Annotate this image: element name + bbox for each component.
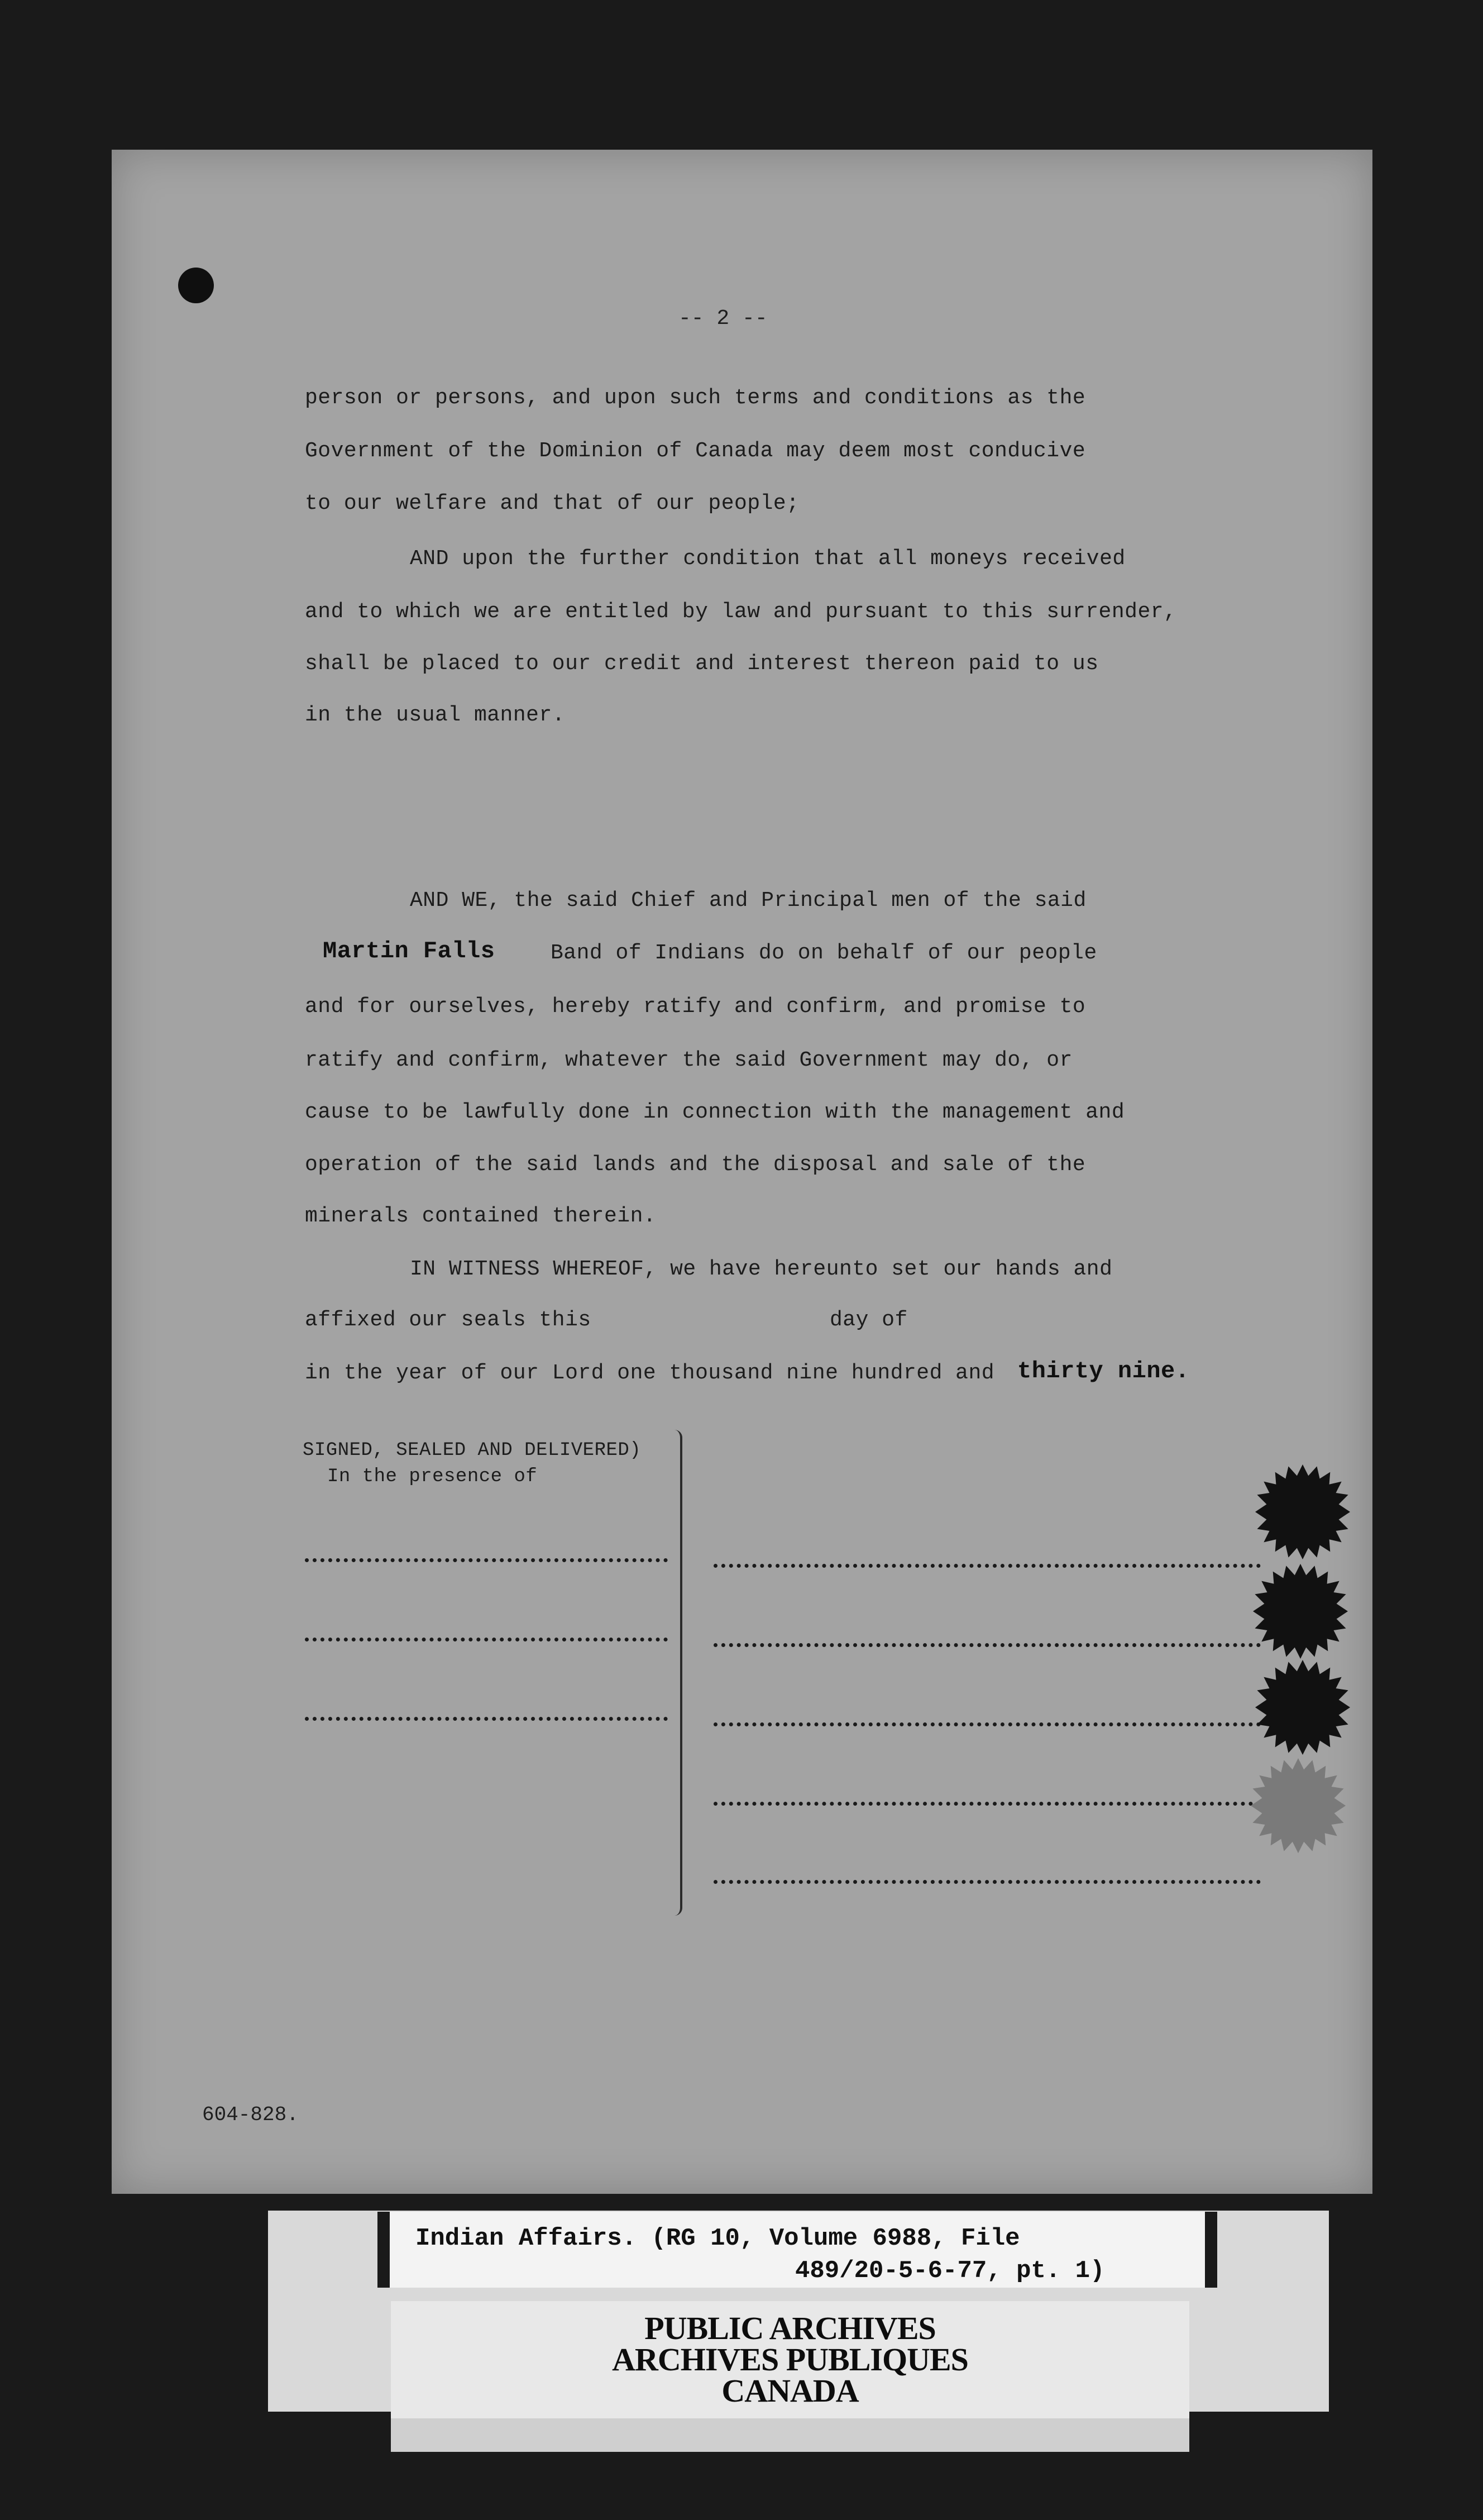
body-text-line: and for ourselves, hereby ratify and confirm, and promise to	[305, 995, 1086, 1019]
signatory-signature-line	[714, 1643, 1261, 1647]
body-text-line: and to which we are entitled by law and pursuant to this surrender,	[305, 600, 1177, 624]
signature-heading: SIGNED, SEALED AND DELIVERED)	[303, 1440, 642, 1461]
body-text-line: shall be placed to our credit and interest thereon paid to us	[305, 652, 1099, 676]
body-text-line: in the usual manner.	[305, 703, 566, 727]
body-text-line: minerals contained therein.	[305, 1204, 657, 1228]
witness-signature-line	[305, 1717, 668, 1721]
year-text: thirty nine.	[1017, 1358, 1190, 1385]
signatory-signature-line	[714, 1722, 1261, 1726]
archive-reference-line: 489/20-5-6-77, pt. 1)	[795, 2257, 1105, 2285]
body-text-line: day of	[830, 1308, 908, 1332]
body-text-line: person or persons, and upon such terms and conditions as the	[305, 386, 1086, 410]
signatory-signature-line	[714, 1564, 1261, 1568]
signature-subheading: In the presence of	[327, 1466, 538, 1487]
band-name: Martin Falls	[323, 938, 495, 965]
signatory-signature-line	[714, 1880, 1261, 1884]
body-text-line: Band of Indians do on behalf of our people	[551, 941, 1097, 965]
witness-signature-line	[305, 1638, 668, 1641]
archive-reference-line: Indian Affairs. (RG 10, Volume 6988, File	[415, 2225, 1020, 2252]
body-text-line: affixed our seals this	[305, 1308, 591, 1332]
body-text-line: Government of the Dominion of Canada may deem most conducive	[305, 439, 1086, 463]
punch-hole	[178, 268, 214, 303]
body-text-line: in the year of our Lord one thousand nine hundred and	[305, 1361, 995, 1385]
page-number: -- 2 --	[678, 307, 768, 331]
body-text-line: IN WITNESS WHEREOF, we have hereunto set our hands and	[410, 1257, 1113, 1281]
form-number: 604-828.	[202, 2103, 299, 2126]
archive-stamp-line: CANADA	[721, 2373, 859, 2409]
body-text-line: ratify and confirm, whatever the said Government may do, or	[305, 1048, 1073, 1072]
body-text-line: to our welfare and that of our people;	[305, 491, 800, 516]
signature-bracket	[663, 1430, 682, 1916]
body-text-line: cause to be lawfully done in connection with the management and	[305, 1100, 1125, 1124]
signatory-signature-line	[714, 1802, 1261, 1806]
witness-signature-line	[305, 1558, 668, 1562]
body-text-line: operation of the said lands and the disposal and sale of the	[305, 1153, 1086, 1177]
archive-stamp-line: PUBLIC ARCHIVES	[644, 2310, 936, 2346]
archive-stamp-line: ARCHIVES PUBLIQUES	[612, 2341, 968, 2378]
label-bottom-edge	[391, 2418, 1189, 2452]
body-text-line: AND WE, the said Chief and Principal men of the said	[410, 889, 1087, 913]
body-text-line: AND upon the further condition that all moneys received	[410, 547, 1126, 571]
